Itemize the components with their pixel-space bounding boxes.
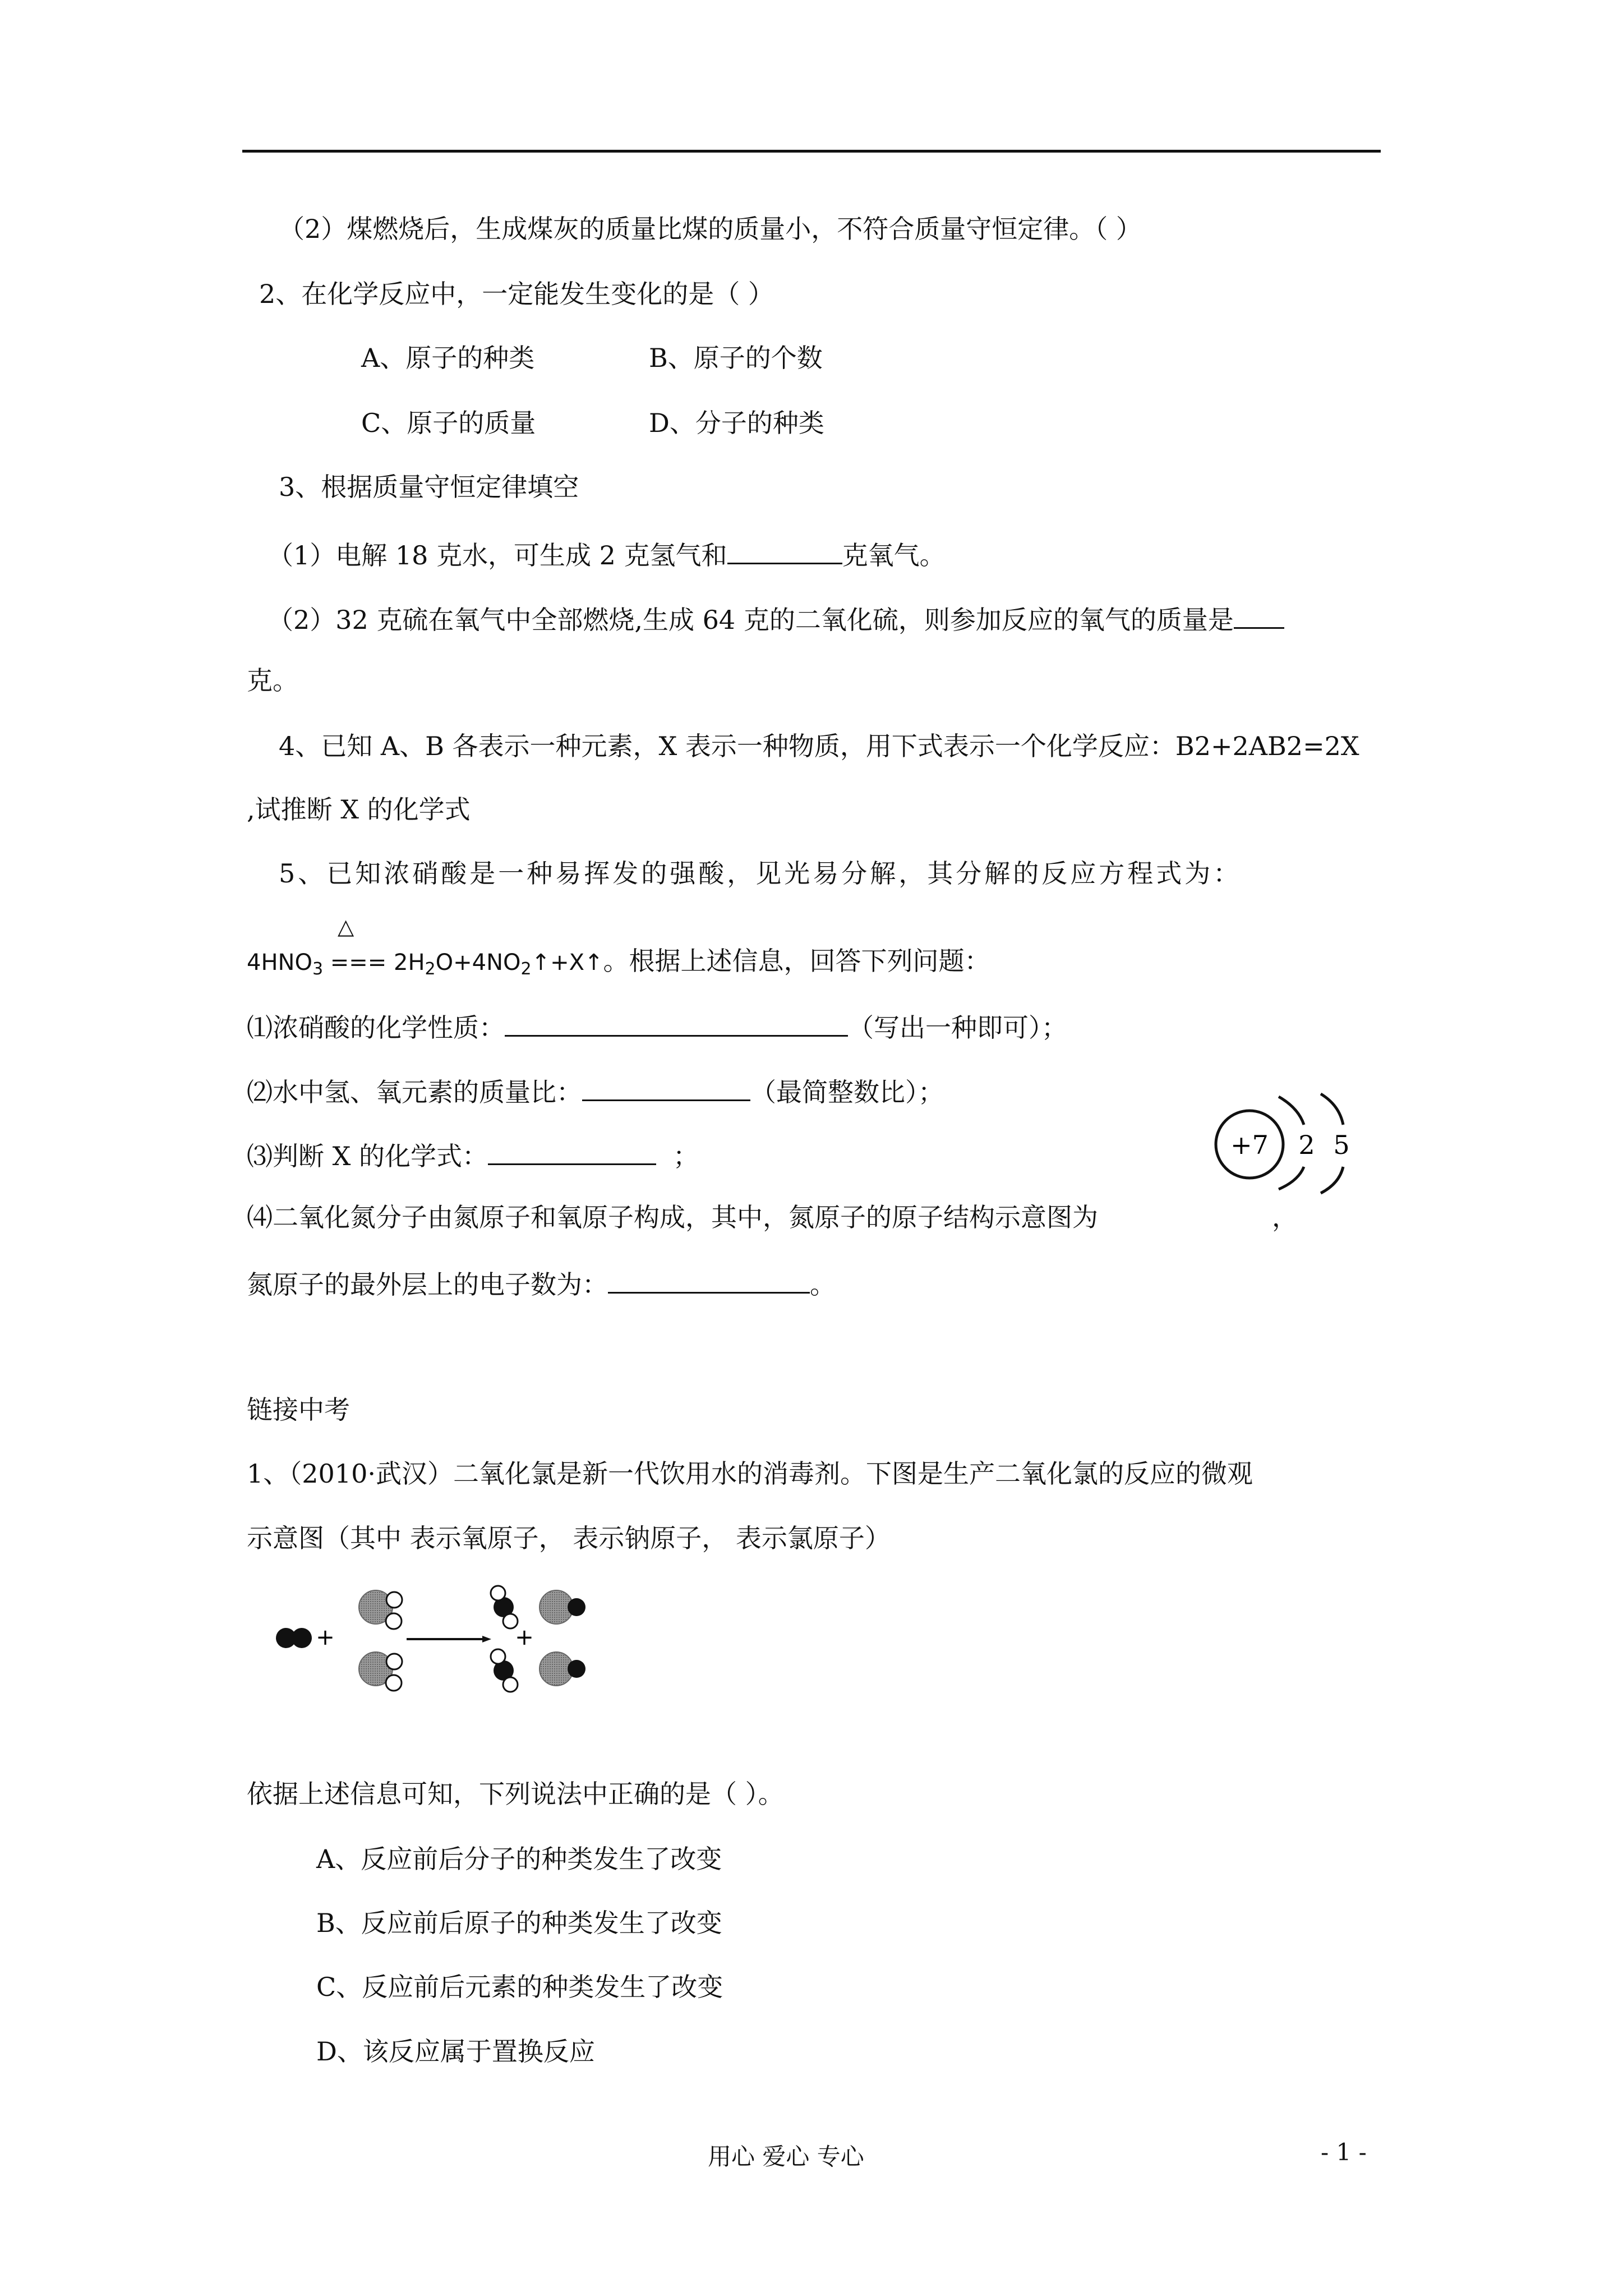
q5-sub-4-line-2 <box>247 1265 836 1301</box>
q5-sub-4-comma: ， <box>1272 1202 1298 1232</box>
q3-part-2-text: （2）32 克硫在氧气中全部燃烧,生成 64 克的二氧化硫，则参加反应的氧气的质量是 <box>268 605 1234 635</box>
q2-option-b: B、原子的个数 <box>649 343 823 373</box>
reaction-diagram <box>269 1576 606 1705</box>
footer-motto: 用心 爱心 专心 <box>708 2143 864 2170</box>
q5-sub-3-text: ⑶判断 X 的化学式： <box>247 1141 488 1171</box>
eq-tail: 。根据上述信息，回答下列问题： <box>603 946 990 976</box>
q5-sub-4-end: 。 <box>810 1269 836 1300</box>
oxygen-atom <box>386 1675 402 1691</box>
eq-product-1: === 2H <box>323 950 425 976</box>
q5-sub-3-end: ； <box>673 1141 699 1171</box>
chlorine-atom <box>292 1628 312 1648</box>
q5-sub-2 <box>247 1073 944 1109</box>
eq-subscript: 2 <box>520 959 532 979</box>
question-4-line-1: 4、已知 A、B 各表示一种元素，X 表示一种物质，用下式表示一个化学反应：B2+2AB2=2X <box>279 731 1359 761</box>
heat-symbol: △ <box>338 914 354 939</box>
plus-sign: + <box>316 1625 335 1650</box>
question-5-line-1: 5、已知浓硝酸是一种易挥发的强酸，见光易分解，其分解的反应方程式为： <box>279 858 1242 889</box>
plus-sign: + <box>515 1625 534 1650</box>
answer-blank[interactable] <box>582 1073 750 1101</box>
oxygen-atom <box>386 1654 402 1669</box>
answer-blank[interactable] <box>608 1265 810 1294</box>
eq-product-2: O+4NO <box>435 950 521 976</box>
answer-blank[interactable] <box>727 536 842 564</box>
q5-sub-2-text: ⑵水中氢、氧元素的质量比： <box>247 1077 582 1107</box>
q3-part-2-end: 克。 <box>247 665 298 696</box>
q5-sub-1-text: ⑴浓硝酸的化学性质： <box>247 1013 505 1043</box>
header-rule <box>242 150 1381 153</box>
oxygen-atom <box>491 1586 505 1600</box>
q5-sub-1-end: （写出一种即可）； <box>848 1013 1067 1043</box>
chlorine-atom <box>568 1598 585 1616</box>
shell-1-electrons: 2 <box>1298 1130 1315 1160</box>
q5-sub-3 <box>247 1137 699 1173</box>
page-number: - 1 - <box>1321 2138 1367 2166</box>
link-option-b: B、反应前后原子的种类发生了改变 <box>316 1908 722 1938</box>
link-option-c: C、反应前后元素的种类发生了改变 <box>316 1972 723 2002</box>
q5-sub-2-end: （最简整数比）； <box>750 1077 944 1107</box>
shell-arc <box>1321 1167 1343 1193</box>
oxygen-atom <box>386 1592 402 1608</box>
eq-product-3: ↑+X↑ <box>531 950 603 976</box>
q2-option-a: A、原子的种类 <box>361 343 535 373</box>
link-option-d: D、该反应属于置换反应 <box>316 2036 595 2067</box>
question-1-2: （2）煤燃烧后，生成煤灰的质量比煤的质量小，不符合质量守恒定律。（ ） <box>279 214 1142 244</box>
q2-option-d: D、分子的种类 <box>649 408 824 438</box>
oxygen-atom <box>386 1613 402 1629</box>
q3-part-1 <box>268 536 946 572</box>
answer-blank[interactable] <box>488 1137 656 1165</box>
reaction-equation <box>247 944 990 986</box>
link-question-prompt: 依据上述信息可知，下列说法中正确的是（ ）。 <box>247 1779 784 1809</box>
q5-sub-4 <box>247 1200 1298 1234</box>
shell-arc <box>1279 1097 1304 1125</box>
eq-subscript: 2 <box>425 959 436 979</box>
eq-subscript: 3 <box>312 959 324 979</box>
arrow-head <box>482 1636 491 1642</box>
nucleus-charge: +7 <box>1230 1130 1269 1160</box>
q5-sub-4-line-2-text: 氮原子的最外层上的电子数为： <box>247 1269 608 1300</box>
link-question-1-line-1: 1、（2010·武汉）二氧化氯是新一代饮用水的消毒剂。下图是生产二氧化氯的反应的微观 <box>247 1458 1253 1489</box>
q2-option-c: C、原子的质量 <box>361 408 536 438</box>
shell-arc <box>1279 1167 1304 1189</box>
chlorine-atom <box>568 1660 585 1678</box>
question-2-stem: 2、在化学反应中，一定能发生变化的是（ ） <box>259 279 774 309</box>
q5-sub-4-text: ⑷二氧化氮分子由氮原子和氧原子构成，其中，氮原子的原子结构示意图为 <box>247 1202 1098 1232</box>
q3-part-1-text: （1）电解 18 克水，可生成 2 克氢气和 <box>268 540 727 570</box>
shell-arc <box>1321 1094 1343 1125</box>
link-question-1-line-2: 示意图（其中 表示氧原子， 表示钠原子， 表示氯原子） <box>247 1523 891 1553</box>
eq-reactant: 4HNO <box>247 950 312 976</box>
answer-blank[interactable] <box>505 1008 848 1037</box>
section-title: 链接中考 <box>247 1395 350 1425</box>
q3-part-1-end: 克氧气。 <box>842 540 946 570</box>
shell-2-electrons: 5 <box>1333 1130 1350 1160</box>
q5-sub-1 <box>247 1008 1067 1045</box>
q3-part-2 <box>268 600 1284 637</box>
question-3-stem: 3、根据质量守恒定律填空 <box>279 472 579 502</box>
answer-blank[interactable] <box>1234 600 1284 629</box>
oxygen-atom <box>491 1649 505 1664</box>
oxygen-atom <box>503 1677 518 1692</box>
question-4-line-2: ,试推断 X 的化学式 <box>247 794 471 825</box>
link-option-a: A、反应前后分子的种类发生了改变 <box>316 1844 722 1874</box>
